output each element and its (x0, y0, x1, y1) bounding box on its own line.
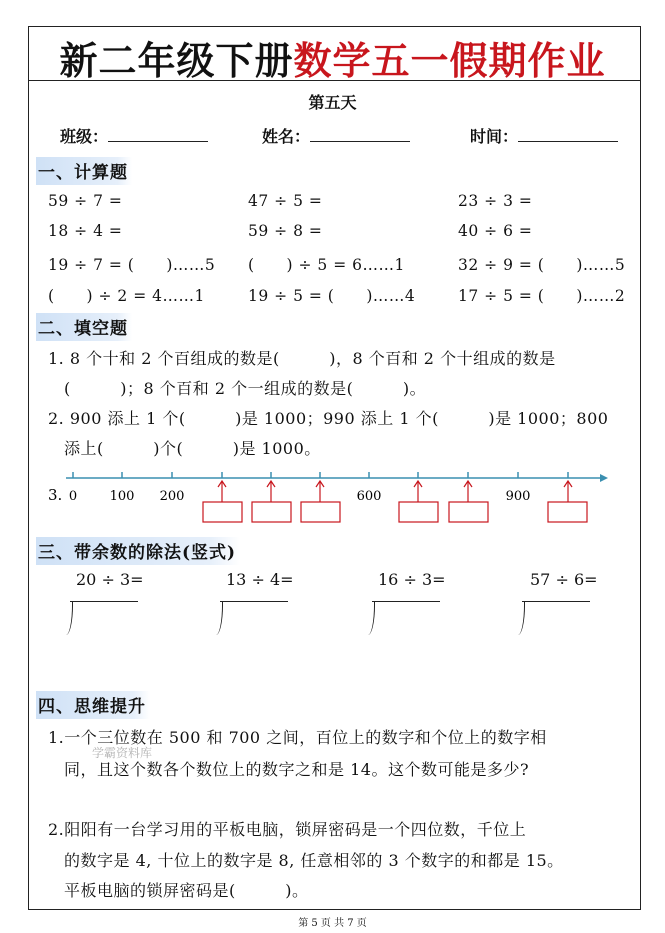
calc-item: 32 ÷ 9 = ( )……5 (458, 256, 626, 274)
calc-item: 19 ÷ 5 = ( )……4 (248, 287, 416, 305)
name-blank[interactable] (310, 127, 410, 142)
think-question-2-line-1: 2.阳阳有一台学习用的平板电脑，锁屏密码是一个四位数，千位上 (48, 820, 527, 839)
name-field (262, 124, 410, 147)
time-label: 时间： (470, 127, 519, 146)
answer-box[interactable] (252, 502, 291, 522)
calc-item: 17 ÷ 5 = ( )……2 (458, 287, 626, 305)
answer-box[interactable] (399, 502, 438, 522)
tick-label: 100 (109, 489, 135, 504)
calc-item: 59 ÷ 8 = (248, 222, 323, 240)
fill-question-2-line-1: 2. 900 添上 1 个( )是 1000；990 添上 1 个( )是 1000；800 (48, 409, 609, 428)
watermark: 学霸资料库 (92, 746, 153, 760)
time-field (470, 124, 618, 147)
calc-item: 23 ÷ 3 = (458, 192, 533, 210)
answer-box[interactable] (548, 502, 587, 522)
title-divider (29, 80, 640, 81)
numberline-question-no: 3. (48, 486, 63, 504)
section-calculation-heading: 一、计算题 (36, 157, 132, 185)
division-problem: 16 ÷ 3= (378, 570, 446, 589)
section-fill-heading: 二、填空题 (36, 313, 132, 341)
class-field (60, 124, 208, 147)
long-division-bracket (216, 601, 288, 639)
tick-label: 200 (159, 489, 185, 504)
answer-box[interactable] (449, 502, 488, 522)
long-division-bracket (368, 601, 440, 639)
calc-item: ( ) ÷ 5 = 6……1 (248, 256, 405, 274)
answer-box[interactable] (301, 502, 340, 522)
title-grade: 新二年级下册 (59, 39, 294, 83)
numberline-arrow-icon (600, 474, 608, 482)
calc-item: 19 ÷ 7 = ( )……5 (48, 256, 216, 274)
fill-question-1-line-1: 1. 8 个十和 2 个百组成的数是( )，8 个百和 2 个十组成的数是 (48, 349, 556, 368)
calc-item: ( ) ÷ 2 = 4……1 (48, 287, 205, 305)
long-division-bracket (66, 601, 138, 639)
calc-item: 40 ÷ 6 = (458, 222, 533, 240)
time-blank[interactable] (518, 127, 618, 142)
answer-box[interactable] (203, 502, 242, 522)
calc-item: 18 ÷ 4 = (48, 222, 123, 240)
page-footer: 第 5 页 共 7 页 (298, 918, 367, 929)
think-question-1-line-1: 1.一个三位数在 500 和 700 之间，百位上的数字和个位上的数字相 (48, 728, 547, 747)
think-question-2-line-2: 的数字是 4, 十位上的数字是 8, 任意相邻的 3 个数字的和都是 15。 (64, 851, 564, 870)
division-problem: 20 ÷ 3= (76, 570, 144, 589)
fill-question-1-line-2: ( )；8 个百和 2 个一组成的数是( )。 (64, 379, 427, 398)
number-line (0, 460, 665, 530)
think-question-1-line-2: 同，且这个数各个数位上的数字之和是 14。这个数可能是多少? (64, 760, 530, 779)
section-division-heading: 三、带余数的除法(竖式) (36, 537, 240, 565)
section-thinking-heading: 四、思维提升 (36, 691, 150, 719)
tick-label: 900 (505, 489, 531, 504)
calc-item: 59 ÷ 7 = (48, 192, 123, 210)
title-subject: 数学五一假期作业 (293, 39, 606, 83)
tick-label: 600 (356, 489, 382, 504)
name-label: 姓名： (262, 127, 311, 146)
fill-question-2-line-2: 添上( )个( )是 1000。 (64, 439, 321, 458)
day-subtitle: 第五天 (308, 93, 357, 112)
long-division-bracket (518, 601, 590, 639)
division-problem: 13 ÷ 4= (226, 570, 294, 589)
think-question-2-line-3: 平板电脑的锁屏密码是( )。 (64, 881, 309, 900)
class-blank[interactable] (108, 127, 208, 142)
class-label: 班级： (60, 127, 109, 146)
division-problem: 57 ÷ 6= (530, 570, 598, 589)
tick-label: 0 (68, 489, 78, 504)
calc-item: 47 ÷ 5 = (248, 192, 323, 210)
page-title (0, 30, 665, 85)
